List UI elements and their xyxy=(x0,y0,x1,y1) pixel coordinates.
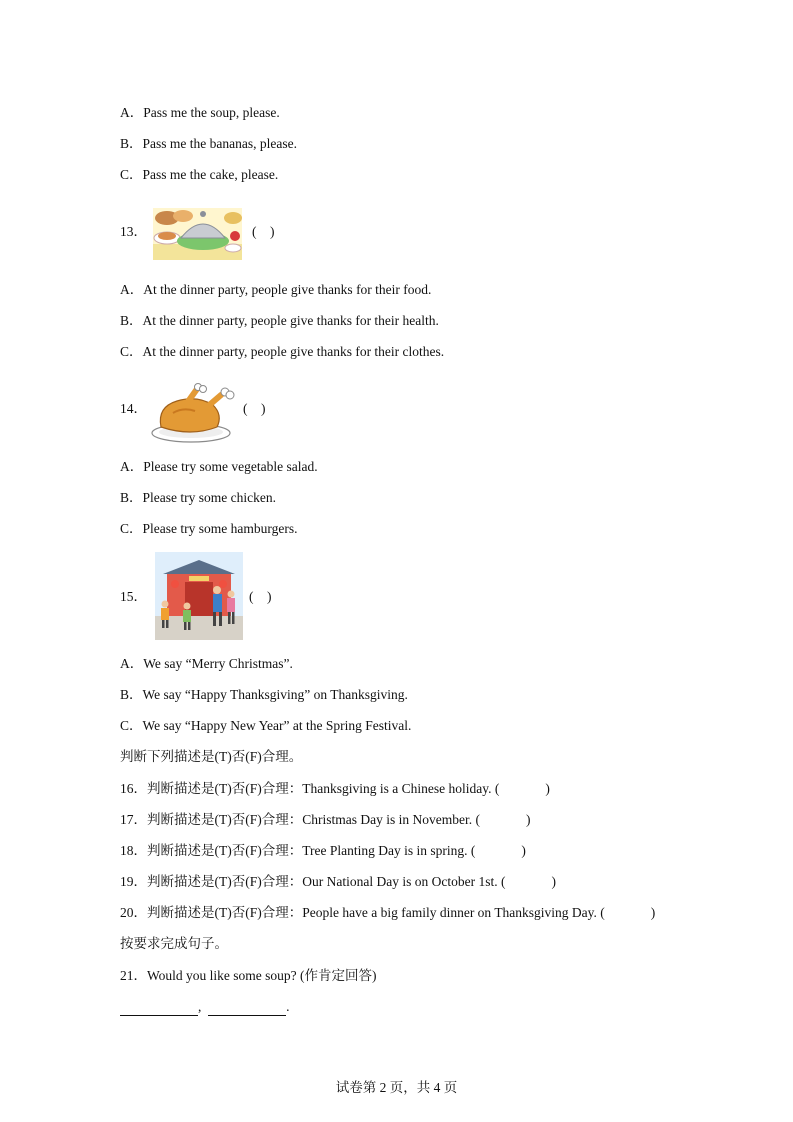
q21-comma: , xyxy=(198,999,202,1014)
tf-question-20 xyxy=(120,904,655,922)
q14-number: 14． xyxy=(120,401,147,416)
tf-19-text: 19．判断描述是(T)否(F)合理：Our National Day is on October 1st. ( xyxy=(120,874,506,889)
tf-18-text: 18．判断描述是(T)否(F)合理：Tree Planting Day is in spring. ( xyxy=(120,843,476,858)
tf-20-text: 20．判断描述是(T)否(F)合理：People have a big family dinner on Thanksgiving Day. ( xyxy=(120,905,605,920)
section-heading-complete-sentences: 按要求完成句子。 xyxy=(120,936,228,951)
tf-20-close-paren: ) xyxy=(650,905,656,920)
tf-question-16 xyxy=(120,780,550,798)
section-heading-true-false: 判断下列描述是(T)否(F)合理。 xyxy=(120,749,303,764)
q15-option-a: A．We say “Merry Christmas”. xyxy=(120,656,293,671)
q15-number: 15． xyxy=(120,589,147,604)
q15-option-c: C．We say “Happy New Year” at the Spring Festival. xyxy=(120,718,412,733)
page-footer: 试卷第 2 页，共 4 页 xyxy=(335,1080,458,1095)
q12-option-a: A．Pass me the soup, please. xyxy=(120,105,280,120)
dinner-table-food-picture xyxy=(153,208,242,260)
q14-option-c: C．Please try some hamburgers. xyxy=(120,521,298,536)
roast-turkey-picture xyxy=(151,383,239,445)
q14-option-b: B．Please try some chicken. xyxy=(120,490,276,505)
q21-question: 21．Would you like some soup? (作肯定回答) xyxy=(120,968,377,983)
tf-19-close-paren: ) xyxy=(551,874,556,889)
q15-answer-paren[interactable]: ( ) xyxy=(249,589,272,604)
tf-17-close-paren: ) xyxy=(525,812,531,827)
q14-answer-paren[interactable]: ( ) xyxy=(243,401,266,416)
q21-answer-blank-2[interactable] xyxy=(208,1001,286,1016)
q13-option-a: A．At the dinner party, people give thanks for their food. xyxy=(120,282,432,297)
tf-question-18 xyxy=(120,842,526,860)
q12-option-b: B．Pass me the bananas, please. xyxy=(120,136,297,151)
tf-question-19 xyxy=(120,873,556,891)
q14-option-a: A．Please try some vegetable salad. xyxy=(120,459,318,474)
tf-question-17 xyxy=(120,811,530,829)
q21-answer-line xyxy=(120,998,290,1016)
tf-18-close-paren: ) xyxy=(521,843,526,858)
tf-16-text: 16．判断描述是(T)否(F)合理：Thanksgiving is a Chinese holiday. ( xyxy=(120,781,500,796)
q13-option-b: B．At the dinner party, people give thanks for their health. xyxy=(120,313,439,328)
spring-festival-family-picture xyxy=(155,552,243,640)
q12-option-c: C．Pass me the cake, please. xyxy=(120,167,279,182)
tf-17-text: 17．判断描述是(T)否(F)合理：Christmas Day is in November. ( xyxy=(120,812,480,827)
q21-period: . xyxy=(286,999,290,1014)
q13-answer-paren[interactable]: ( ) xyxy=(252,224,275,239)
tf-16-close-paren: ) xyxy=(545,781,550,796)
q21-answer-blank-1[interactable] xyxy=(120,1001,198,1016)
q13-option-c: C．At the dinner party, people give thanks for their clothes. xyxy=(120,344,445,359)
q13-number: 13． xyxy=(120,224,147,239)
q15-option-b: B．We say “Happy Thanksgiving” on Thanksgiving. xyxy=(120,687,408,702)
